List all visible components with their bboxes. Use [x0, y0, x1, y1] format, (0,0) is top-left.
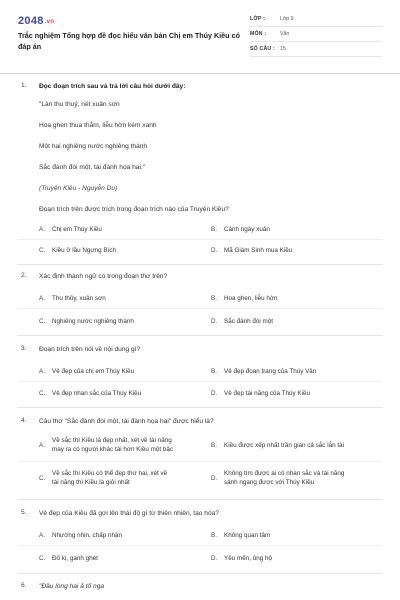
- option-letter: B.: [211, 226, 217, 233]
- question-text: "Đầu lòng hai ả tố nga: [39, 583, 105, 590]
- option-text: Sắc đành đòi một: [224, 318, 274, 325]
- meta-row-class: [250, 12, 382, 27]
- passage-line: Sắc đành đòi một, tài đành họa hai.": [39, 164, 146, 171]
- meta-row-count: [250, 42, 382, 57]
- option-letter: C.: [39, 247, 46, 254]
- option-text: Vẻ đẹp của chị em Thúy Kiều: [52, 368, 135, 375]
- passage-line: Một hai nghiêng nước nghiêng thành: [39, 143, 148, 150]
- meta-value: Lớp 9: [280, 16, 294, 22]
- option-d[interactable]: [211, 246, 292, 255]
- meta-label: LỚP :: [250, 16, 266, 22]
- option-letter: C.: [39, 474, 46, 482]
- option-letter: D.: [211, 390, 218, 397]
- question-text: Xác định thành ngữ có trong đoạn thơ trên?: [39, 273, 168, 280]
- question-6-header: [21, 582, 379, 591]
- question-divider: [18, 573, 382, 574]
- document-title: Trắc nghiệm Tổng hợp đề đọc hiểu văn bản Chị em Thúy Kiều có đáp án: [18, 31, 240, 51]
- option-text: Vẻ đẹp tài năng của Thúy Kiều: [224, 390, 311, 397]
- option-c[interactable]: [39, 554, 98, 563]
- option-separator: [18, 308, 382, 309]
- question-divider: [18, 264, 382, 265]
- option-a[interactable]: [39, 436, 173, 454]
- option-b[interactable]: [211, 294, 278, 303]
- option-separator: [18, 461, 382, 462]
- question-divider: [18, 499, 382, 500]
- option-letter: D.: [211, 555, 218, 562]
- question-number: 4.: [21, 417, 27, 424]
- option-letter: B.: [211, 442, 217, 449]
- passage-line: Hoa ghen thua thắm, liễu hờn kém xanh: [39, 122, 157, 129]
- option-text-line: Về sắc thì Kiều có thể đẹp thứ hai, xét về: [52, 470, 168, 477]
- option-letter: A.: [39, 532, 45, 539]
- option-text: Thu thủy, xuân sơn: [52, 295, 106, 302]
- option-text: Vẻ đẹp nhan sắc của Thúy Kiều: [52, 390, 142, 397]
- question-1-header: [21, 82, 379, 91]
- question-number: 2.: [21, 272, 27, 279]
- option-text-line: tài năng thì Kiều là giỏi nhất: [52, 479, 130, 486]
- passage-source: (Truyện Kiều - Nguyễn Du): [39, 185, 118, 192]
- option-letter: D.: [211, 247, 218, 254]
- option-letter: B.: [211, 295, 217, 302]
- option-letter: A.: [39, 368, 45, 375]
- option-text-line: may ra có người khác tài hơn Kiều một bậc: [52, 446, 173, 453]
- logo-suffix: .vn: [44, 19, 55, 25]
- option-text: [52, 469, 167, 487]
- option-text: Nghiêng nước nghiêng thành: [52, 318, 134, 325]
- option-text: [224, 469, 344, 487]
- option-text: Kiều được xếp nhất trần gian cả sắc lẫn tài: [224, 442, 345, 449]
- question-divider: [18, 335, 382, 336]
- option-letter: B.: [211, 368, 217, 375]
- option-text: Đố kị, ganh ghét: [52, 555, 98, 562]
- question-text: Câu thơ "Sắc đành đòi một, tài đành họa hai" được hiểu là?: [39, 418, 214, 425]
- option-c[interactable]: [39, 317, 134, 326]
- question-3-header: [21, 345, 379, 354]
- option-letter: D.: [211, 474, 218, 482]
- question-text: Đoạn trích trên nói về nội dung gì?: [39, 346, 141, 353]
- question-number: 6.: [21, 582, 27, 589]
- option-text-line: Không tìm được ai có nhan sắc và tài năng: [224, 470, 345, 477]
- option-b[interactable]: [211, 225, 270, 234]
- option-text: Mã Giám Sinh mua Kiều: [224, 247, 293, 254]
- question-number: 3.: [21, 345, 27, 352]
- question-number: 1.: [21, 82, 27, 89]
- question-4-header: [21, 417, 379, 426]
- question-text: Đọc đoạn trích sau và trả lời câu hỏi dưới đây:: [39, 83, 186, 90]
- option-separator: [18, 239, 382, 240]
- option-b[interactable]: [211, 367, 316, 376]
- option-a[interactable]: [39, 367, 134, 376]
- meta-table: [250, 12, 382, 57]
- question-text: Vẻ đẹp của Kiều đã gợi lên thái độ gì từ thiên nhiên, tạo hóa?: [39, 510, 219, 517]
- option-text: Vẻ đẹp đoan trang của Thúy Vân: [224, 368, 317, 375]
- option-text: Cảnh ngày xuân: [224, 226, 270, 233]
- option-text: [52, 436, 173, 454]
- option-text-line: sánh ngang được với Thúy Kiều: [224, 479, 315, 486]
- option-text: Không quan tâm: [224, 532, 271, 539]
- option-c[interactable]: [39, 469, 167, 487]
- option-b[interactable]: [211, 441, 344, 450]
- option-a[interactable]: [39, 531, 122, 540]
- passage-line: "Làn thu thuỷ, nét xuân sơn: [39, 101, 120, 108]
- sub-question-text: Đoạn trích trên được trích trong đoạn trích nào của Truyện Kiều?: [39, 206, 229, 213]
- option-d[interactable]: [211, 554, 272, 563]
- option-text: Yêu mến, ủng hộ: [224, 555, 272, 562]
- option-letter: A.: [39, 226, 45, 233]
- option-text: Nhường nhịn, chấp nhận: [52, 532, 122, 539]
- meta-value: Văn: [280, 31, 290, 37]
- option-text: Hoa ghen, liễu hờn: [224, 295, 278, 302]
- option-letter: C.: [39, 318, 46, 325]
- option-a[interactable]: [39, 294, 106, 303]
- site-logo[interactable]: [18, 15, 54, 27]
- option-text-line: Về sắc thì Kiều là đẹp nhất, xét về tài năng: [52, 437, 172, 444]
- option-text: Kiều ở lầu Ngưng Bích: [52, 247, 117, 254]
- meta-value: 15: [280, 46, 286, 52]
- option-a[interactable]: [39, 225, 102, 234]
- option-letter: C.: [39, 555, 46, 562]
- option-letter: A.: [39, 295, 45, 302]
- option-letter: C.: [39, 390, 46, 397]
- option-c[interactable]: [39, 246, 116, 255]
- logo-text: 2048: [18, 15, 44, 27]
- option-d[interactable]: [211, 469, 344, 487]
- meta-label: MÔN :: [250, 31, 267, 37]
- meta-label: SỐ CÂU :: [250, 46, 275, 52]
- option-d[interactable]: [211, 389, 310, 398]
- option-separator: [18, 381, 382, 382]
- question-5-header: [21, 509, 379, 518]
- option-c[interactable]: [39, 389, 141, 398]
- meta-row-subject: [250, 27, 382, 42]
- option-text: Chị em Thúy Kiều: [52, 226, 102, 233]
- option-letter: B.: [211, 532, 217, 539]
- document-header: [0, 0, 400, 74]
- option-letter: A.: [39, 441, 45, 449]
- option-letter: D.: [211, 318, 218, 325]
- question-divider: [18, 407, 382, 408]
- option-d[interactable]: [211, 317, 273, 326]
- question-number: 5.: [21, 509, 27, 516]
- option-b[interactable]: [211, 531, 270, 540]
- option-separator: [18, 545, 382, 546]
- question-2-header: [21, 272, 379, 281]
